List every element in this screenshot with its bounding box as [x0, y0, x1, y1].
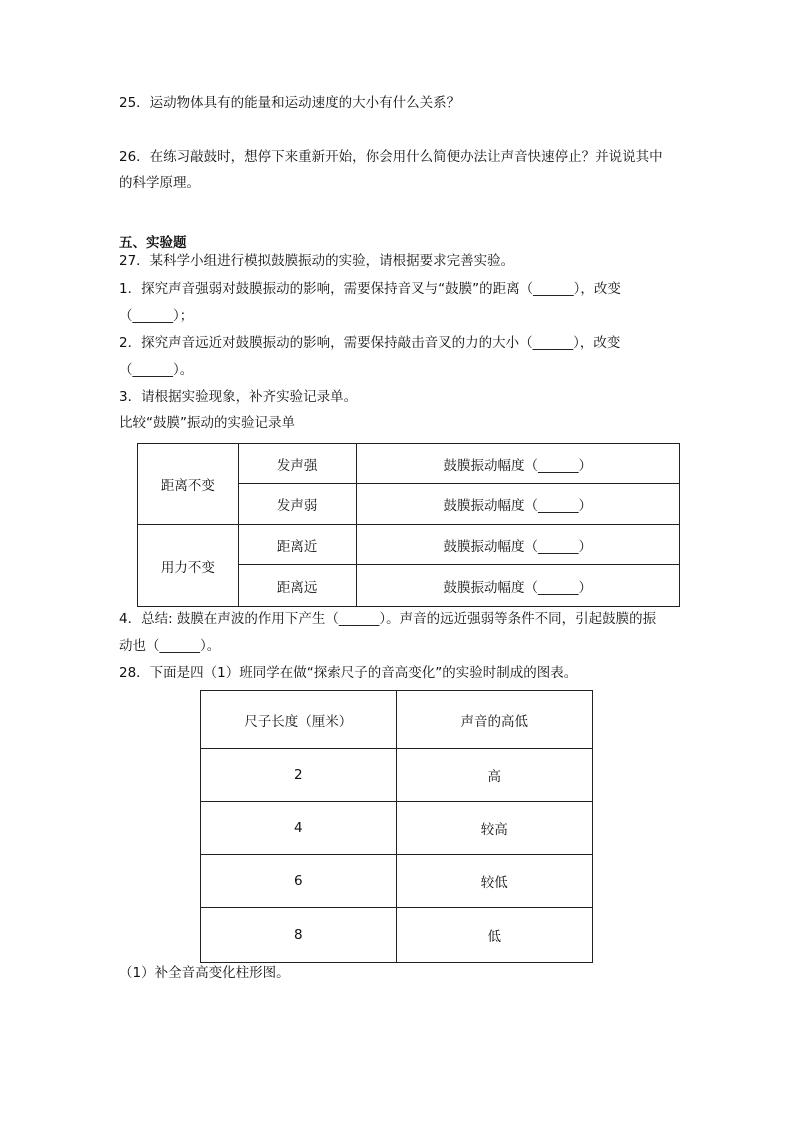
table-row	[201, 802, 593, 855]
table-row	[201, 908, 593, 963]
pitch-cell: 低	[396, 908, 592, 963]
table-header-row	[201, 691, 593, 749]
table-row	[201, 749, 593, 802]
length-cell: 2	[201, 749, 397, 802]
table-row	[138, 525, 680, 565]
question-26-line1: 26．在练习敲鼓时，想停下来重新开始，你会用什么简便办法让声音快速停止？并说说其中	[119, 149, 663, 165]
length-cell: 6	[201, 855, 397, 908]
question-27-item4-line2: 动也（______）。	[119, 638, 221, 654]
question-28-intro: 28．下面是四（1）班同学在做“探索尺子的音高变化”的实验时制成的图表。	[119, 665, 578, 681]
condition-cell: 距离近	[238, 525, 356, 565]
section-title: 五、实验题	[119, 235, 187, 251]
result-cell: 鼓膜振动幅度（______）	[356, 525, 679, 565]
question-27-item2-line1: 2．探究声音远近对鼓膜振动的影响，需要保持敲击音叉的力的大小（______），改变	[119, 335, 621, 351]
length-cell: 8	[201, 908, 397, 963]
question-27-intro: 27．某科学小组进行模拟鼓膜振动的实验，请根据要求完善实验。	[119, 253, 515, 269]
length-cell: 4	[201, 802, 397, 855]
table-row	[201, 855, 593, 908]
result-cell: 鼓膜振动幅度（______）	[356, 444, 679, 484]
question-27-item4-line1: 4．总结: 鼓膜在声波的作用下产生（______）。声音的远近强弱等条件不同，引起鼓膜的振	[119, 611, 657, 627]
pitch-cell: 高	[396, 749, 592, 802]
question-27-item1-line1: 1．探究声音强弱对鼓膜振动的影响，需要保持音叉与“鼓膜”的距离（______），改变	[119, 281, 621, 297]
question-28-sub1: （1）补全音高变化柱形图。	[119, 965, 290, 981]
table-row	[138, 444, 680, 484]
condition-cell: 距离远	[238, 565, 356, 607]
result-cell: 鼓膜振动幅度（______）	[356, 484, 679, 525]
pitch-cell: 较高	[396, 802, 592, 855]
group-cell-force-constant: 用力不变	[138, 525, 239, 607]
header-pitch: 声音的高低	[396, 691, 592, 749]
header-ruler-length: 尺子长度（厘米）	[201, 691, 397, 749]
group-cell-distance-constant: 距离不变	[138, 444, 239, 525]
table-caption: 比较“鼓膜”振动的实验记录单	[119, 415, 295, 431]
result-cell: 鼓膜振动幅度（______）	[356, 565, 679, 607]
experiment-record-table	[137, 443, 680, 607]
condition-cell: 发声强	[238, 444, 356, 484]
ruler-pitch-table	[200, 690, 593, 963]
question-26-line2: 的科学原理。	[119, 175, 200, 191]
question-27-item1-line2: （______）；	[119, 308, 194, 324]
condition-cell: 发声弱	[238, 484, 356, 525]
question-25: 25．运动物体具有的能量和运动速度的大小有什么关系？	[119, 95, 461, 111]
question-27-item2-line2: （______）。	[119, 362, 194, 378]
pitch-cell: 较低	[396, 855, 592, 908]
question-27-item3: 3．请根据实验现象，补齐实验记录单。	[119, 389, 358, 405]
